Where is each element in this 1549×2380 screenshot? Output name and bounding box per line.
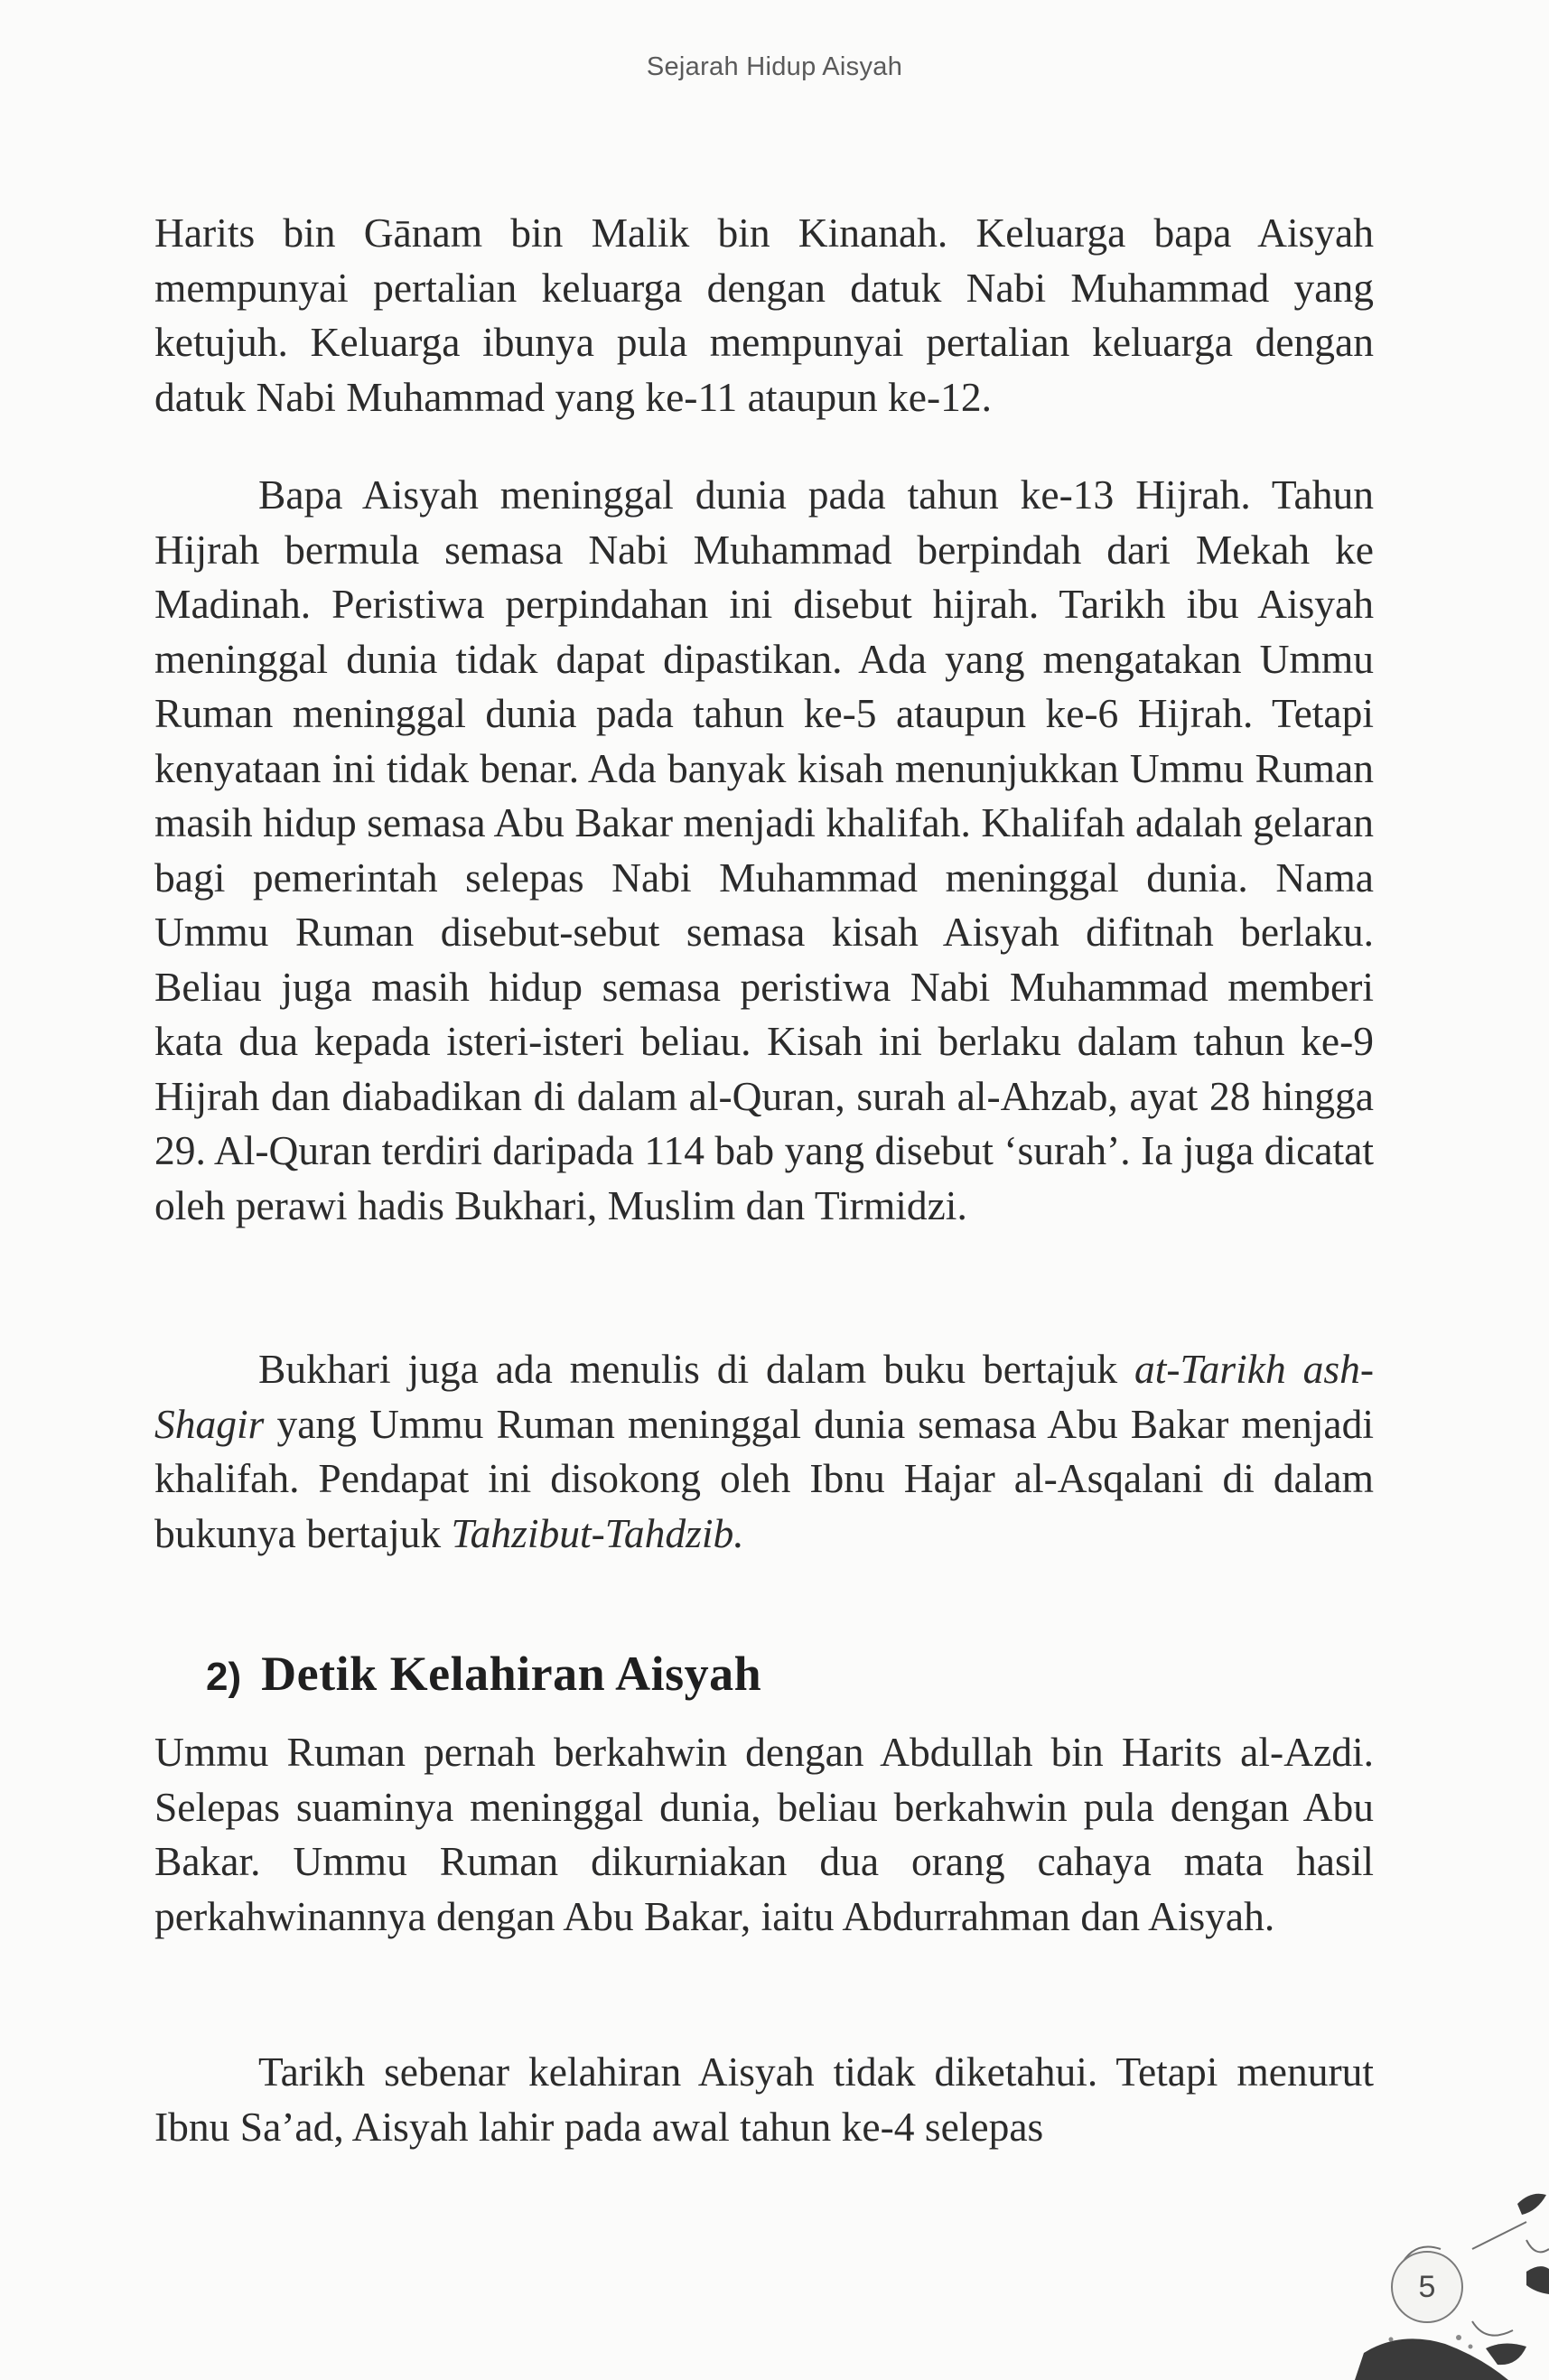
section-title: Detik Kelahiran Aisyah: [261, 1647, 762, 1701]
page-number: 5: [1391, 2251, 1463, 2323]
paragraph-marriage: Ummu Ruman pernah berkahwin dengan Abdullah bin Harits al-Azdi. Selepas suaminya meninggal dunia, beliau berkahwin pula dengan Abu Bakar. Ummu Ruman dikurniakan dua orang cahaya mata hasil perkahwinannya dengan Abu Bakar, iaitu Abdurrahman dan Aisyah.: [154, 1729, 1374, 1939]
section-heading: [206, 1642, 761, 1709]
paragraph-text-segment: Bukhari juga ada menulis di dalam buku bertajuk: [258, 1346, 1135, 1392]
running-header: Sejarah Hidup Aisyah: [646, 52, 903, 81]
paragraph-parents-death: Bapa Aisyah meninggal dunia pada tahun ke-13 Hijrah. Tahun Hijrah bermula semasa Nabi Muhammad berpindah dari Mekah ke Madinah. Peristiwa perpindahan ini disebut hijrah. Tarikh ibu Aisyah meninggal dunia tidak dapat dipastikan. Ada yang mengatakan Ummu Ruman meninggal dunia pada tahun ke-5 ataupun ke-6 Hijrah. Tetapi kenyataan ini tidak benar. Ada banyak kisah menunjukkan Ummu Ruman masih hidup semasa Abu Bakar menjadi khalifah. Khalifah adalah gelaran bagi pemerintah selepas Nabi Muhammad meninggal dunia. Nama Ummu Ruman disebut-sebut semasa kisah Aisyah difitnah berlaku. Beliau juga masih hidup semasa peristiwa Nabi Muhammad memberi kata dua kepada isteri-isteri beliau. Kisah ini berlaku dalam tahun ke-9 Hijrah dan diabadikan di dalam al-Quran, surah al-Ahzab, ayat 28 hingga 29. Al-Quran terdiri daripada 114 bab yang disebut ‘surah’. Ia juga dicatat oleh perawi hadis Bukhari, Muslim dan Tirmidzi.: [154, 471, 1374, 1228]
book-title-at-tarikh: at-Tarikh ash-Shagir: [154, 1346, 1374, 1447]
paragraph-birth-date: Tarikh sebenar kelahiran Aisyah tidak diketahui. Tetapi menurut Ibnu Sa’ad, Aisyah lahir pada awal tahun ke-4 selepas: [154, 2049, 1374, 2150]
book-title-tahzibut-tahdzib: Tahzibut-Tahdzib.: [451, 1509, 744, 1556]
paragraph-ancestry: Harits bin Gānam bin Malik bin Kinanah. Keluarga bapa Aisyah mempunyai pertalian keluarga dengan datuk Nabi Muhammad yang ketujuh. Keluarga ibunya pula mempunyai pertalian keluarga dengan datuk Nabi Muhammad yang ke-11 ataupun ke-12.: [154, 210, 1374, 420]
paragraph-text-segment: yang Ummu Ruman meninggal dunia semasa Abu Bakar menjadi khalifah. Pendapat ini disokong oleh Ibnu Hajar al-Asqalani di dalam bukunya bertajuk: [154, 1400, 1374, 1556]
section-number: 2): [206, 1655, 242, 1699]
paragraph-bukhari-reference: [154, 1342, 1374, 1561]
